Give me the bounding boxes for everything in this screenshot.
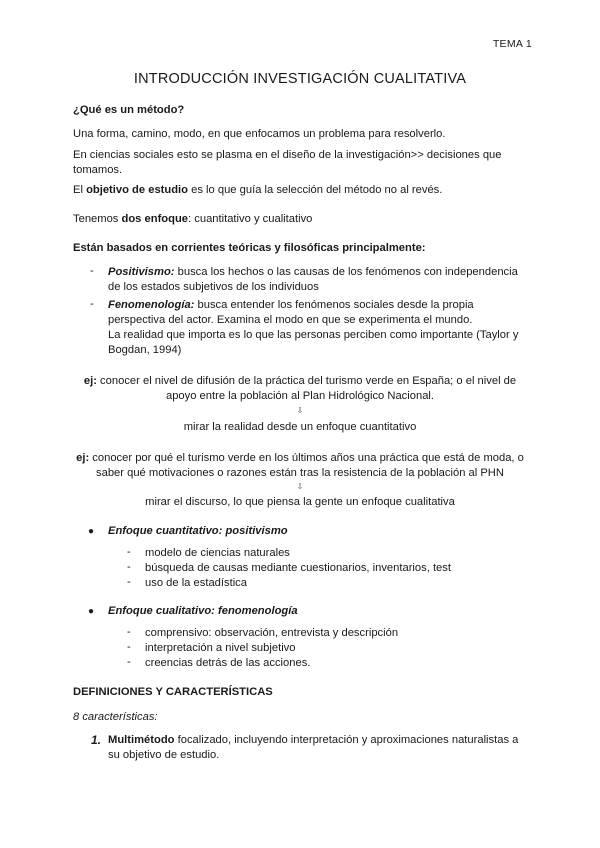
bullet-icon: ● xyxy=(88,526,95,537)
example-1 xyxy=(60,374,540,404)
ej1-line2: apoyo entre la población al Plan Hidrológico Nacional. xyxy=(165,390,435,402)
ej2-line2: saber qué motivaciones o razones están tras la resistencia de la población al PHN xyxy=(96,467,504,479)
list-item: modelo de ciencias naturales xyxy=(145,547,290,559)
ej1-result: mirar la realidad desde un enfoque cuantitativo xyxy=(183,421,417,433)
objetivo-pre: El xyxy=(73,184,87,196)
dash-marker: - xyxy=(127,641,131,653)
item1-bold: Multimétodo xyxy=(108,734,175,746)
characteristic-1 xyxy=(108,733,538,763)
paragraph-objetivo xyxy=(73,183,533,198)
enfoques-pre: Tenemos xyxy=(73,213,122,225)
fenomenologia-line4: Bogdan, 1994) xyxy=(108,344,182,356)
term-fenomenologia: Fenomenología: xyxy=(108,299,195,311)
header-tema: TEMA 1 xyxy=(492,38,532,50)
paragraph-enfoques xyxy=(73,212,533,227)
paragraph-ciencias: En ciencias sociales esto se plasma en el diseño de la investigación>> decisiones que tomamos. xyxy=(73,149,502,176)
dash-marker: - xyxy=(127,656,131,668)
ej2-result: mirar el discurso, lo que piensa la gente un enfoque cualitativa xyxy=(145,496,455,508)
positivismo-line1: busca los hechos o las causas de los fenómenos con independencia xyxy=(174,266,518,278)
list-item: interpretación a nivel subjetivo xyxy=(145,642,296,654)
caracteristicas-label: 8 características: xyxy=(73,711,158,723)
fenomenologia-line2: perspectiva del actor. Examina el modo en que se experimenta el mundo. xyxy=(108,314,473,326)
question-metodo: ¿Qué es un método? xyxy=(73,104,185,116)
down-arrow-icon: ⇩ xyxy=(296,482,304,491)
list-item: comprensivo: observación, entrevista y descripción xyxy=(145,627,399,639)
objetivo-post: es lo que guía la selección del método no al revés. xyxy=(188,184,443,196)
item1-line2: su objetivo de estudio. xyxy=(108,749,220,761)
list-item: creencias detrás de las acciones. xyxy=(145,657,311,669)
dash-marker: - xyxy=(127,546,131,558)
dash-marker: - xyxy=(127,576,131,588)
item-number: 1. xyxy=(91,733,102,747)
ej2-line1: conocer por qué el turismo verde en los últimos años una práctica que está de moda, o xyxy=(89,452,524,464)
dash-marker: - xyxy=(127,626,131,638)
item-fenomenologia xyxy=(108,298,528,358)
definition-metodo: Una forma, camino, modo, en que enfocamos un problema para resolverlo. xyxy=(73,128,446,140)
ej1-line1: conocer el nivel de difusión de la práctica del turismo verde en España; o el nivel de xyxy=(96,375,517,387)
ej1-label: ej: xyxy=(83,375,97,387)
heading-basados: Están basados en corrientes teóricas y filosóficas principalmente: xyxy=(73,242,426,254)
fenomenologia-line3: La realidad que importa es lo que las personas perciben como importante (Taylor y xyxy=(108,329,519,341)
down-arrow-icon: ⇩ xyxy=(296,406,304,415)
item1-line1: focalizado, incluyendo interpretación y aproximaciones naturalistas a xyxy=(174,734,519,746)
example-2 xyxy=(50,451,550,481)
term-positivismo: Positivismo: xyxy=(108,266,175,278)
enfoques-post: : cuantitativo y cualitativo xyxy=(188,213,313,225)
enfoques-bold: dos enfoque xyxy=(121,213,189,225)
fenomenologia-line1: busca entender los fenómenos sociales desde la propia xyxy=(194,299,474,311)
heading-cuantitativo: Enfoque cuantitativo: positivismo xyxy=(108,525,288,537)
heading-definiciones: DEFINICIONES Y CARACTERÍSTICAS xyxy=(73,686,273,698)
objetivo-bold: objetivo de estudio xyxy=(86,184,189,196)
list-item: búsqueda de causas mediante cuestionarios, inventarios, test xyxy=(145,562,451,574)
ej2-label: ej: xyxy=(76,452,90,464)
dash-marker: - xyxy=(90,265,94,277)
list-item: uso de la estadística xyxy=(145,577,247,589)
dash-marker: - xyxy=(90,298,94,310)
dash-marker: - xyxy=(127,561,131,573)
heading-cualitativo: Enfoque cualitativo: fenomenología xyxy=(108,605,298,617)
positivismo-line2: de los estados subjetivos de los individuos xyxy=(108,281,319,293)
item-positivismo xyxy=(108,265,528,295)
bullet-icon: ● xyxy=(88,606,95,617)
page-title: INTRODUCCIÓN INVESTIGACIÓN CUALITATIVA xyxy=(133,71,467,87)
